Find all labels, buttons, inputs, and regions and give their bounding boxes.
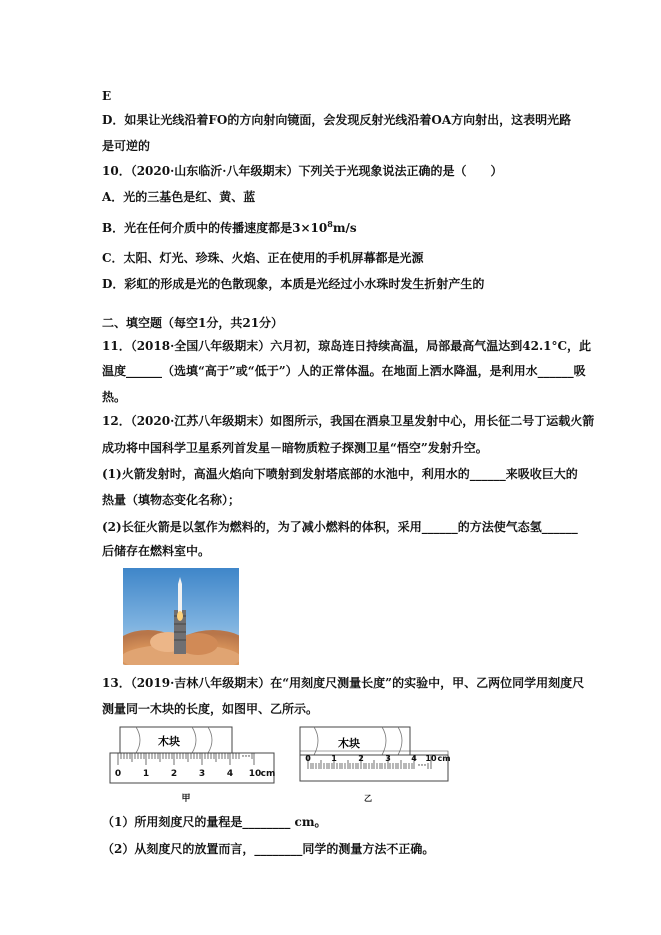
question-12-line-2: 成功将中国科学卫星系列首发星－暗物质粒子探测卫星“悟空”发射升空。 <box>102 441 488 455</box>
question-13-part-2: （2）从刻度尺的放置而言，________同学的测量方法不正确。 <box>102 842 435 856</box>
tick-label-a: 2 <box>170 769 178 779</box>
tick-label-b: 0 <box>305 754 311 763</box>
unit-label-a: cm <box>260 769 276 779</box>
tick-label-b: 4 <box>411 754 417 763</box>
tick-label-b: 2 <box>358 754 364 763</box>
question-13-part-1: （1）所用刻度尺的量程是________ cm。 <box>102 815 327 829</box>
ruler-figure-a <box>108 725 286 811</box>
question-12-part-2-cont: 后储存在燃料室中。 <box>102 544 211 558</box>
question-10-option-a: A．光的三基色是红、黄、蓝 <box>102 190 256 204</box>
option-d-previous: D．如果让光线沿着FO的方向射向镜面，会发现反射光线沿着OA方向射出，这表明光路 <box>102 113 572 127</box>
tick-label-a: 3 <box>198 769 206 779</box>
question-10-option-d: D．彩虹的形成是光的色散现象，本质是光经过小水珠时发生折射产生的 <box>102 277 485 291</box>
question-11: 11．（2018·全国八年级期末）六月初，琼岛连日持续高温，局部最高气温达到42.1°C，此 <box>102 339 592 353</box>
ruler-figure-b <box>298 725 458 811</box>
question-12-part-1: (1)火箭发射时，高温火焰向下喷射到发射塔底部的水池中，利用水的______来吸收巨大的 <box>102 467 578 481</box>
question-11-line-3: 热。 <box>102 390 127 404</box>
caption-a: 甲 <box>181 794 191 804</box>
caption-b: 乙 <box>364 794 372 803</box>
question-11-line-2: 温度______（选填“高于”或“低于”）人的正常体温。在地面上洒水降温，是利用水______吸 <box>102 364 586 378</box>
question-12-part-2: (2)长征火箭是以氢作为燃料的，为了减小燃料的体积，采用______的方法使气态氢______ <box>102 520 578 534</box>
question-13: 13．（2019·吉林八年级期末）在“用刻度尺测量长度”的实验中，甲、乙两位同学用刻度尺 <box>102 676 585 690</box>
tick-label-a: 10 <box>248 769 262 779</box>
question-10-option-b: B．光在任何介质中的传播速度都是$3\times 10^8m/s$ <box>102 219 357 235</box>
tick-label-b: 10 <box>425 754 437 763</box>
question-13-line-2: 测量同一木块的长度，如图甲、乙所示。 <box>102 702 319 716</box>
unit-label-b: cm <box>437 754 451 763</box>
rocket-launch-photo <box>123 568 239 665</box>
section-heading: 二、填空题（每空1分，共21分） <box>102 316 284 330</box>
tick-label-b: 3 <box>385 754 391 763</box>
block-label-a: 木块 <box>158 735 180 748</box>
question-10-option-c: C．太阳、灯光、珍珠、火焰、正在使用的手机屏幕都是光源 <box>102 251 424 265</box>
tick-label-a: 4 <box>226 769 234 779</box>
line-e: E <box>102 89 112 103</box>
block-label-b: 木块 <box>338 737 360 750</box>
tick-label-a: 1 <box>142 769 150 779</box>
tick-label-b: 1 <box>331 754 337 763</box>
question-12: 12．（2020·江苏八年级期末）如图所示，我国在酒泉卫星发射中心，用长征二号丁运载火箭 <box>102 414 595 428</box>
tick-label-a: 0 <box>114 769 122 779</box>
option-d-previous-cont: 是可逆的 <box>102 139 151 153</box>
question-10: 10．（2020·山东临沂·八年级期末）下列关于光现象说法正确的是（ ） <box>102 164 503 178</box>
question-12-part-1-cont: 热量（填物态变化名称）； <box>102 493 241 507</box>
